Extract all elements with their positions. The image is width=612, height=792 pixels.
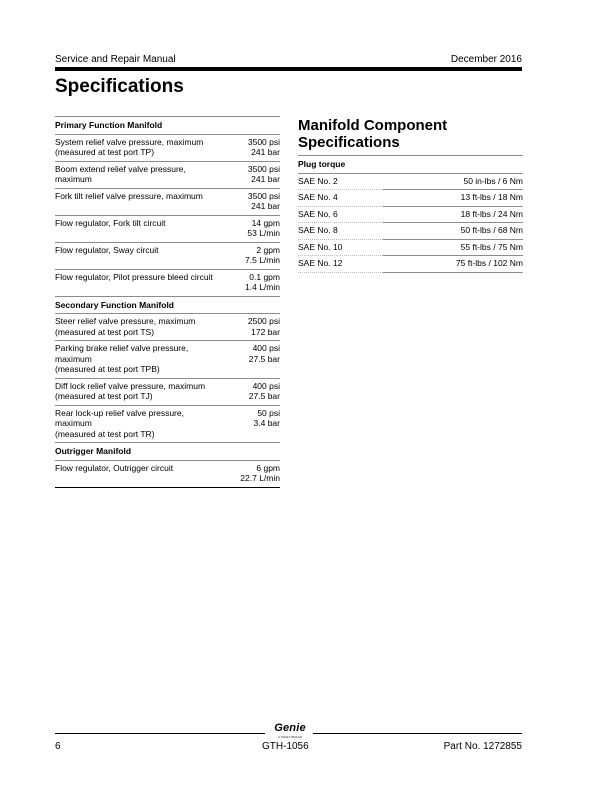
section-heading: Plug torque [298,156,523,174]
table-row [55,460,280,487]
spec-label: System relief valve pressure, maximum (measured at test port TP) [55,134,229,161]
table-row [55,341,280,379]
spec-value: 2500 psi 172 bar [229,314,280,341]
plug-torque-value: 75 ft-lbs / 102 Nm [383,256,523,273]
section-heading: Secondary Function Manifold [55,296,280,314]
table-row [55,188,280,215]
section-row [55,296,280,314]
table-row [55,161,280,188]
table-row [298,206,523,223]
plug-torque-value: 13 ft-lbs / 18 Nm [383,190,523,207]
page-title: Specifications [55,76,184,97]
footer-rule-right [313,733,522,734]
table-row [298,190,523,207]
spec-label: Steer relief valve pressure, maximum (measured at test port TS) [55,314,229,341]
spec-label: Flow regulator, Sway circuit [55,242,229,269]
spec-value: 3500 psi 241 bar [229,134,280,161]
section-row [55,443,280,461]
spec-value: 0.1 gpm 1.4 L/min [229,269,280,296]
plug-size: SAE No. 8 [298,223,383,240]
part-number: Part No. 1272855 [443,741,522,752]
genie-logo: Genie [274,722,306,734]
header-rule [55,67,522,71]
plug-torque-value: 55 ft-lbs / 75 Nm [383,239,523,256]
spec-value: 3500 psi 241 bar [229,188,280,215]
section-heading: Primary Function Manifold [55,117,280,135]
spec-label: Fork tilt relief valve pressure, maximum [55,188,229,215]
plug-size: SAE No. 4 [298,190,383,207]
table-row [55,215,280,242]
plug-size: SAE No. 10 [298,239,383,256]
table-row [55,314,280,341]
table-row [55,269,280,296]
table-row [298,223,523,240]
spec-label: Rear lock-up relief valve pressure, maximum (measured at test port TR) [55,405,229,443]
logo-tagline: A TEREX BRAND [278,735,302,739]
spec-label: Parking brake relief valve pressure, maximum (measured at test port TPB) [55,341,229,379]
section-heading: Outrigger Manifold [55,443,280,461]
section-row [298,156,523,174]
plug-torque-value: 50 in-lbs / 6 Nm [383,173,523,190]
spec-label: Diff lock relief valve pressure, maximum (measured at test port TJ) [55,378,229,405]
spec-value: 50 psi 3.4 bar [229,405,280,443]
plug-torque-table-container [298,155,523,273]
plug-size: SAE No. 6 [298,206,383,223]
manual-title: Service and Repair Manual [55,54,176,65]
section-row [55,117,280,135]
plug-size: SAE No. 2 [298,173,383,190]
table-row [298,256,523,273]
spec-value: 400 psi 27.5 bar [229,378,280,405]
specifications-table-container [55,116,280,488]
table-row [298,239,523,256]
spec-value: 400 psi 27.5 bar [229,341,280,379]
spec-label: Flow regulator, Fork tilt circuit [55,215,229,242]
plug-torque-value: 50 ft-lbs / 68 Nm [383,223,523,240]
spec-value: 6 gpm 22.7 L/min [229,460,280,487]
footer-rule-left [55,733,265,734]
specifications-table [55,116,280,488]
spec-label: Flow regulator, Pilot pressure bleed circuit [55,269,229,296]
page-number: 6 [55,741,61,752]
spec-label: Boom extend relief valve pressure, maximum [55,161,229,188]
table-row [55,378,280,405]
spec-value: 3500 psi 241 bar [229,161,280,188]
model-number: GTH-1056 [262,741,309,752]
plug-torque-table [298,155,523,273]
table-row [55,405,280,443]
spec-value: 14 gpm 53 L/min [229,215,280,242]
table-row [298,173,523,190]
spec-value: 2 gpm 7.5 L/min [229,242,280,269]
plug-size: SAE No. 12 [298,256,383,273]
plug-torque-value: 18 ft-lbs / 24 Nm [383,206,523,223]
manual-date: December 2016 [450,54,522,65]
section-title: Manifold Component Specifications [298,117,448,151]
spec-label: Flow regulator, Outrigger circuit [55,460,229,487]
table-row [55,134,280,161]
table-row [55,242,280,269]
